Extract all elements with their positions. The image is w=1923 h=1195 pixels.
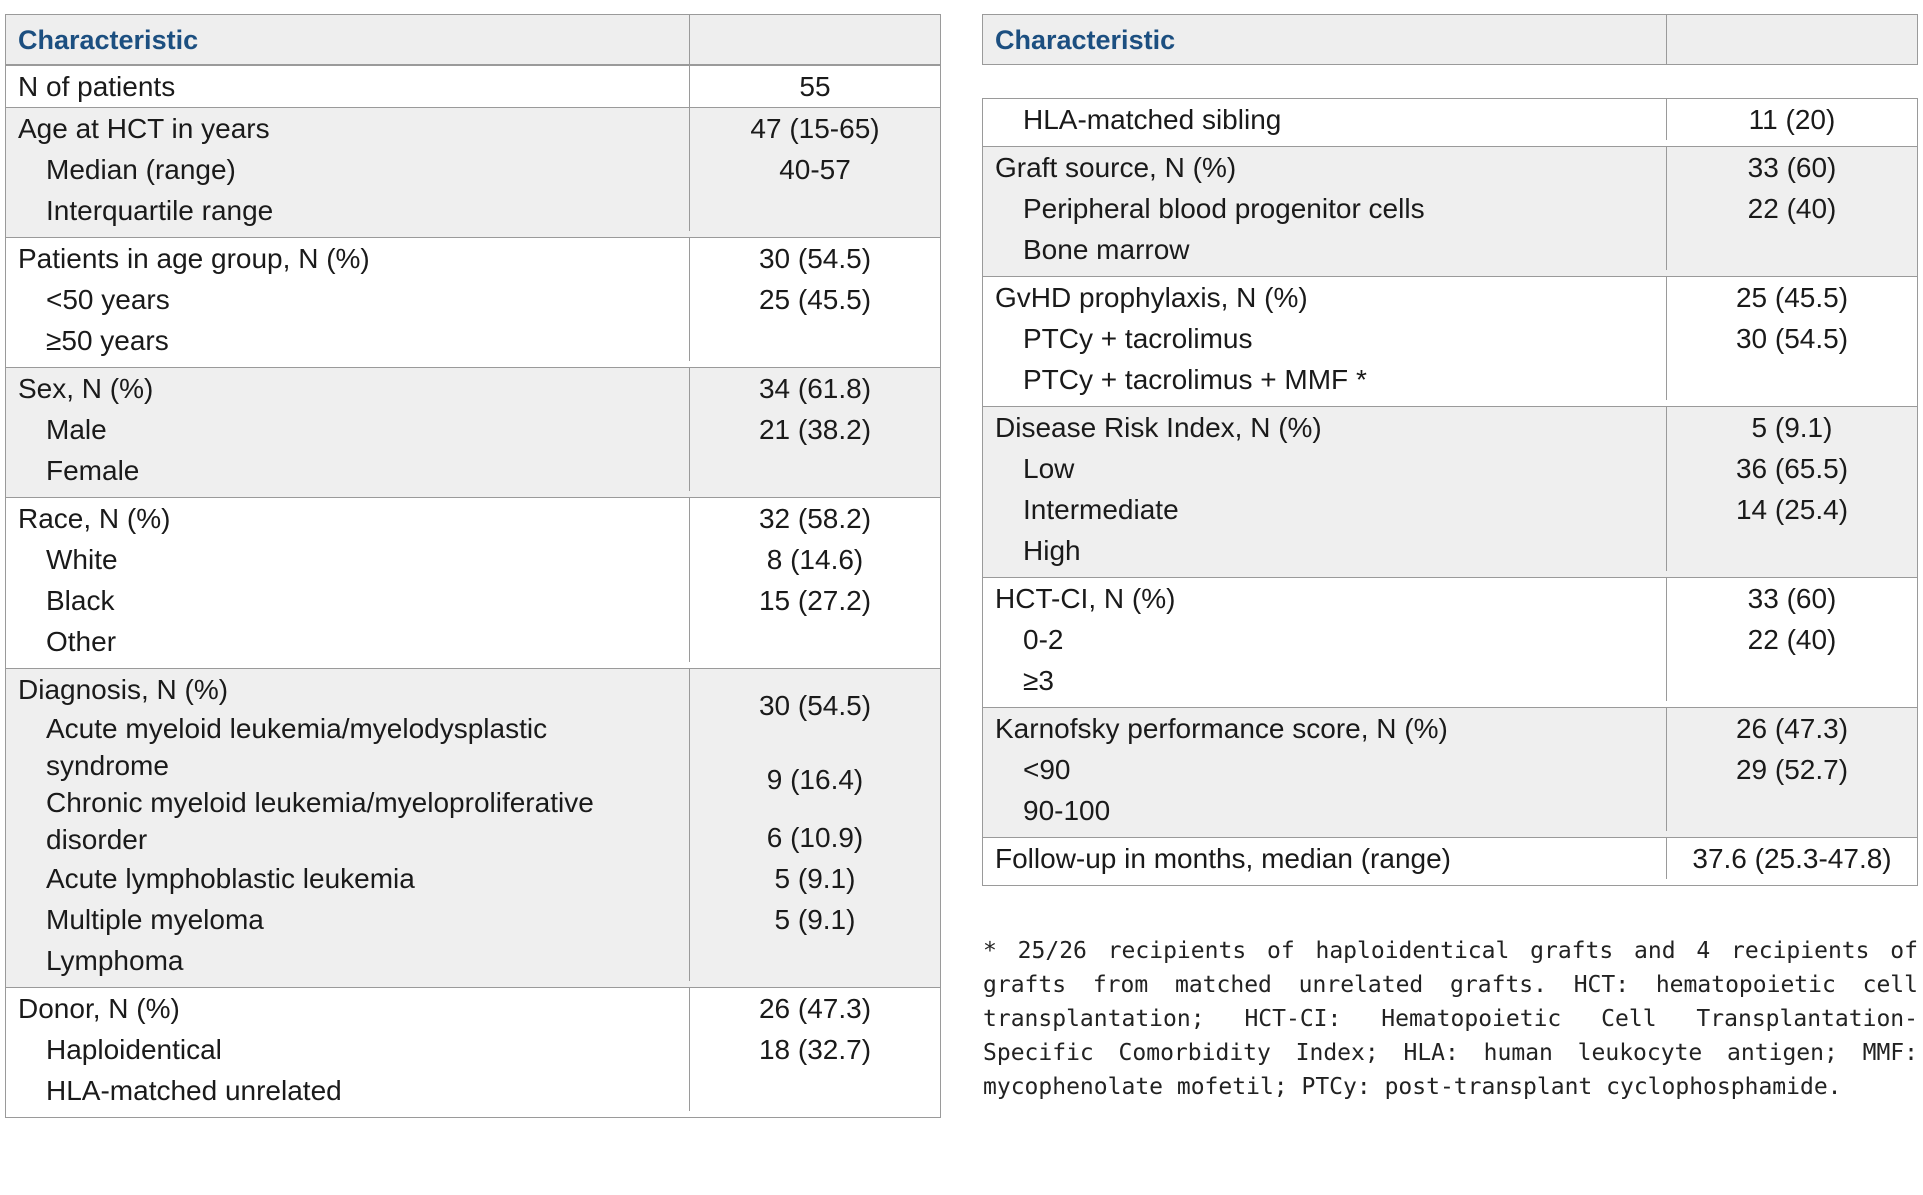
label-cell	[983, 407, 1667, 571]
row-label: Lymphoma	[46, 945, 184, 976]
group-title: Graft source, N (%)	[995, 152, 1237, 183]
row-value: 33 (60)	[1747, 152, 1837, 183]
row-label: Median (range)	[46, 154, 236, 185]
row-label-line: Acute myeloid leukemia/myelodysplastic	[46, 713, 548, 744]
row-label: Black	[46, 585, 115, 616]
value-cell	[1667, 99, 1917, 140]
row-label: <50 years	[46, 284, 170, 315]
table-group	[983, 707, 1917, 837]
row-value: 30 (54.5)	[758, 690, 872, 721]
table-group	[6, 237, 940, 367]
group-title-value: 37.6 (25.3-47.8)	[1692, 843, 1892, 874]
value-cell	[1667, 708, 1917, 831]
value-header	[1667, 15, 1917, 64]
row-value: 15 (27.2)	[758, 585, 872, 616]
row-label: Female	[46, 455, 140, 486]
left-table-header	[5, 14, 941, 65]
footnote: * 25/26 recipients of haploidentical grafts and 4 recipients of grafts from matched unrelated grafts. HCT: hematopoietic cell transplantation; HCT-CI: Hematopoietic Cell Transplantation-Specific Comorbidity Index; HLA: human leukocyte antigen; MMF: mycophenolate mofetil; PTCy: post-transplant cyclophosphamide.	[983, 938, 1918, 1100]
row-label: 90-100	[1023, 795, 1111, 826]
table-group	[6, 987, 940, 1117]
row-value: 36 (65.5)	[1735, 453, 1849, 484]
value-cell	[1667, 578, 1917, 701]
row-label: ≥3	[1023, 665, 1054, 696]
label-cell	[6, 988, 690, 1111]
row-value: 33 (60)	[1747, 583, 1837, 614]
label-cell	[983, 277, 1667, 400]
row-value: 11 (20)	[1748, 104, 1836, 135]
group-title: Karnofsky performance score, N (%)	[995, 713, 1448, 744]
row-label: HLA-matched sibling	[1023, 104, 1282, 135]
group-title: N of patients	[18, 71, 176, 102]
row-value: 8 (14.6)	[766, 544, 864, 575]
multiline-label	[18, 710, 689, 784]
group-title: Disease Risk Index, N (%)	[995, 412, 1322, 443]
value-cell	[690, 368, 940, 491]
value-header	[690, 15, 940, 64]
group-title: Sex, N (%)	[18, 373, 154, 404]
row-label-line: disorder	[46, 824, 148, 855]
row-label-line: Chronic myeloid leukemia/myeloproliferative	[46, 787, 594, 818]
row-value: 47 (15-65)	[750, 113, 880, 144]
label-cell	[983, 99, 1667, 140]
group-title: Diagnosis, N (%)	[18, 674, 229, 705]
group-title: Race, N (%)	[18, 503, 171, 534]
label-cell	[983, 147, 1667, 270]
group-title: Follow-up in months, median (range)	[995, 843, 1451, 874]
row-label: Peripheral blood progenitor cells	[1023, 193, 1425, 224]
table-group	[983, 837, 1917, 885]
row-label: 0-2	[1023, 624, 1064, 655]
table-group	[983, 406, 1917, 577]
right-table	[982, 98, 1918, 886]
value-cell	[690, 498, 940, 662]
row-label: HLA-matched unrelated	[46, 1075, 342, 1106]
table-group	[6, 107, 940, 237]
row-label: <90	[1023, 754, 1071, 785]
value-cell	[1667, 147, 1917, 270]
row-value: 14 (25.4)	[1735, 494, 1849, 525]
label-cell	[6, 368, 690, 491]
row-value: 21 (38.2)	[758, 414, 872, 445]
value-cell	[1667, 277, 1917, 400]
label-cell	[983, 578, 1667, 701]
row-value: 34 (61.8)	[758, 373, 872, 404]
value-cell	[690, 669, 940, 981]
row-value: 29 (52.7)	[1735, 754, 1849, 785]
row-value: 32 (58.2)	[758, 503, 872, 534]
table-group	[6, 668, 940, 987]
table-group	[6, 65, 940, 107]
group-title: Donor, N (%)	[18, 993, 180, 1024]
table-group	[983, 276, 1917, 406]
row-label: ≥50 years	[46, 325, 169, 356]
row-value: 26 (47.3)	[758, 993, 872, 1024]
row-label: High	[1023, 535, 1081, 566]
row-value: 25 (45.5)	[758, 284, 872, 315]
multiline-label	[18, 784, 689, 858]
table-group	[6, 367, 940, 497]
label-cell	[6, 66, 690, 107]
row-label-line: syndrome	[46, 750, 169, 781]
label-cell	[983, 838, 1667, 879]
row-value: 30 (54.5)	[758, 243, 872, 274]
row-label: Low	[1023, 453, 1075, 484]
table-group	[983, 98, 1917, 146]
right-table-header	[982, 14, 1918, 65]
group-title: HCT-CI, N (%)	[995, 583, 1176, 614]
row-value: 5 (9.1)	[774, 904, 856, 935]
row-value: 5 (9.1)	[774, 863, 856, 894]
row-label: PTCy + tacrolimus + MMF *	[1023, 364, 1367, 395]
row-value: 6 (10.9)	[766, 822, 864, 853]
left-table	[5, 65, 941, 1118]
row-label: Bone marrow	[1023, 234, 1190, 265]
row-value: 22 (40)	[1747, 193, 1837, 224]
row-label: Interquartile range	[46, 195, 274, 226]
row-label: Acute lymphoblastic leukemia	[46, 863, 415, 894]
label-cell	[6, 108, 690, 231]
row-value: 30 (54.5)	[1735, 323, 1849, 354]
characteristic-header: Characteristic	[983, 15, 1667, 64]
label-cell	[6, 498, 690, 662]
label-cell	[6, 669, 690, 981]
group-title: Patients in age group, N (%)	[18, 243, 370, 274]
row-label: Male	[46, 414, 107, 445]
row-label: Other	[46, 626, 117, 657]
row-value: 25 (45.5)	[1735, 282, 1849, 313]
row-label: Intermediate	[1023, 494, 1179, 525]
value-cell	[690, 238, 940, 361]
group-title-value: 55	[799, 71, 831, 102]
table-group	[6, 497, 940, 668]
row-label: PTCy + tacrolimus	[1023, 323, 1253, 354]
row-value: 18 (32.7)	[758, 1034, 872, 1065]
characteristic-header: Characteristic	[6, 15, 690, 64]
row-label: Haploidentical	[46, 1034, 222, 1065]
value-cell	[1667, 838, 1917, 879]
row-value: 9 (16.4)	[766, 764, 864, 795]
row-value: 40-57	[779, 154, 851, 185]
table-group	[983, 577, 1917, 707]
row-value: 26 (47.3)	[1735, 713, 1849, 744]
value-cell	[690, 988, 940, 1111]
value-cell	[690, 108, 940, 231]
row-value: 5 (9.1)	[1751, 412, 1833, 443]
row-value: 22 (40)	[1747, 624, 1837, 655]
row-label: White	[46, 544, 118, 575]
value-cell	[690, 66, 940, 107]
group-title: GvHD prophylaxis, N (%)	[995, 282, 1308, 313]
value-cell	[1667, 407, 1917, 571]
label-cell	[983, 708, 1667, 831]
group-title: Age at HCT in years	[18, 113, 270, 144]
row-label: Multiple myeloma	[46, 904, 264, 935]
label-cell	[6, 238, 690, 361]
table-group	[983, 146, 1917, 276]
